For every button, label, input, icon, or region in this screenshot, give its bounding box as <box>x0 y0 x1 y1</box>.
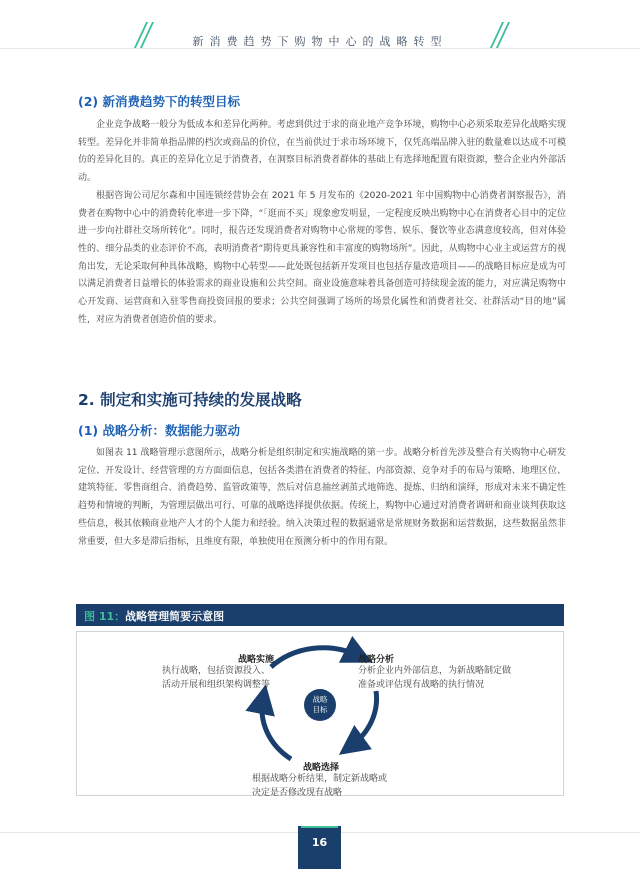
desc-line: 分析企业内外部信息，为新战略制定做 <box>358 666 512 676</box>
center-goal-label <box>300 695 340 715</box>
node-implementation-title: 战略实施 <box>238 655 275 665</box>
figure-caption <box>84 608 224 624</box>
desc-line: 准备或评估现有战略的执行情况 <box>358 680 485 690</box>
desc-line: 决定是否修改现有战略 <box>252 788 343 798</box>
section-b-body <box>78 445 566 551</box>
section-a-body <box>78 117 566 329</box>
page-number-accent <box>301 826 338 828</box>
figure-number: 图 11： <box>84 610 126 623</box>
center-goal-line: 战略 <box>312 695 328 704</box>
header-divider <box>0 48 640 49</box>
center-goal-line: 目标 <box>312 705 328 714</box>
page-number: 16 <box>311 836 328 849</box>
node-analysis-title: 战略分析 <box>358 655 395 665</box>
running-header-title: 新消费趋势下购物中心的战略转型 <box>192 35 448 48</box>
node-choice-desc <box>252 772 387 800</box>
paragraph: 根据咨询公司尼尔森和中国连锁经营协会在 2021 年 5 月发布的《2020-2021 年中国购物中心消费者洞察报告》，消费者在购物中心中的消费转化率进一步下降，“「逛而不买」现象愈发明显，一定程度反映出购物中心在消费者心目中的定位进一步向社群社交场所转化”。同时，报告还发现消费者对购物中心常规的零售、娱乐、餐饮等业态满意度较高，但对体验性的、细分品类的业态评价不高，表明消费者“期待更具兼容性和丰富度的购物场所”。因此，从购物中心业主或运营方的视角出发，无论采取何种具体战略，购物中心转型——此处既包括新开发项目也包括存量改造项目——的战略目标应是成为可以满足消费者日益增长的体验需求的商业设施和公共空间。商业设施意味着具备创造可持续现金流的能力，对应满足购物中心开发商、运营商和入驻零售商投资回报的要求；公共空间强调了场所的场景化属性和消费者社交、社群活动“目的地”属性，对应为消费者创造价值的要求。 <box>78 190 566 325</box>
node-implementation-desc <box>162 664 270 692</box>
paragraph: 如图表 11 战略管理示意图所示，战略分析是组织制定和实施战略的第一步。战略分析首先涉及整合有关购物中心研发定位、开发设计、经营管理的方方面面信息，包括各类潜在消费者的特征、内部资源、竞争对手的布局与策略、地理区位、建筑特征、零售商组合、消费趋势、监管政策等，然后对信息抽丝剥茧式地筛选、提炼、归纳和演绎，形成对未来不确定性趋势和情境的判断，为管理层做出可行、可靠的战略选择提供依据。传统上，购物中心通过对消费者调研和商业谈判获取这些信息，极其依赖商业地产人才的个人能力和经验。纳入决策过程的数据通常是常规财务数据和运营数据，这些数据虽然非常重要，但大多是滞后指标，且维度有限，单独使用在预测分析中的作用有限。 <box>78 448 566 547</box>
figure-title: 战略管理简要示意图 <box>125 610 225 623</box>
cycle-arrow-analysis-to-choice <box>351 691 377 746</box>
cycle-arrow-choice-to-implementation <box>262 699 291 759</box>
section-heading-strategy-analysis: (1) 战略分析：数据能力驱动 <box>78 423 240 438</box>
node-choice-title: 战略选择 <box>303 763 340 773</box>
chapter-heading: 2. 制定和实施可持续的发展战略 <box>78 391 302 409</box>
node-analysis-desc <box>358 664 511 692</box>
cycle-arrow-implementation-to-analysis <box>271 648 359 667</box>
paragraph: 企业竞争战略一般分为低成本和差异化两种。考虑到供过于求的商业地产竞争环境，购物中心必须采取差异化战略实现转型。差异化并非简单指品牌的档次或商品的价位，在当前供过于求市场环境下，仅凭高端品牌入驻的数量难以达成不可模仿的差异化目的。真正的差异化立足于消费者，在洞察目标消费者群体的基础上有选择地配置有限资源，整合企业内外部活动。 <box>78 120 566 184</box>
desc-line: 根据战略分析结果，制定新战略或 <box>252 774 388 784</box>
desc-line: 活动开展和组织架构调整等 <box>162 680 271 690</box>
desc-line: 执行战略，包括资源投入、 <box>162 666 271 676</box>
section-heading-transformation-goal: (2) 新消费趋势下的转型目标 <box>78 94 240 109</box>
